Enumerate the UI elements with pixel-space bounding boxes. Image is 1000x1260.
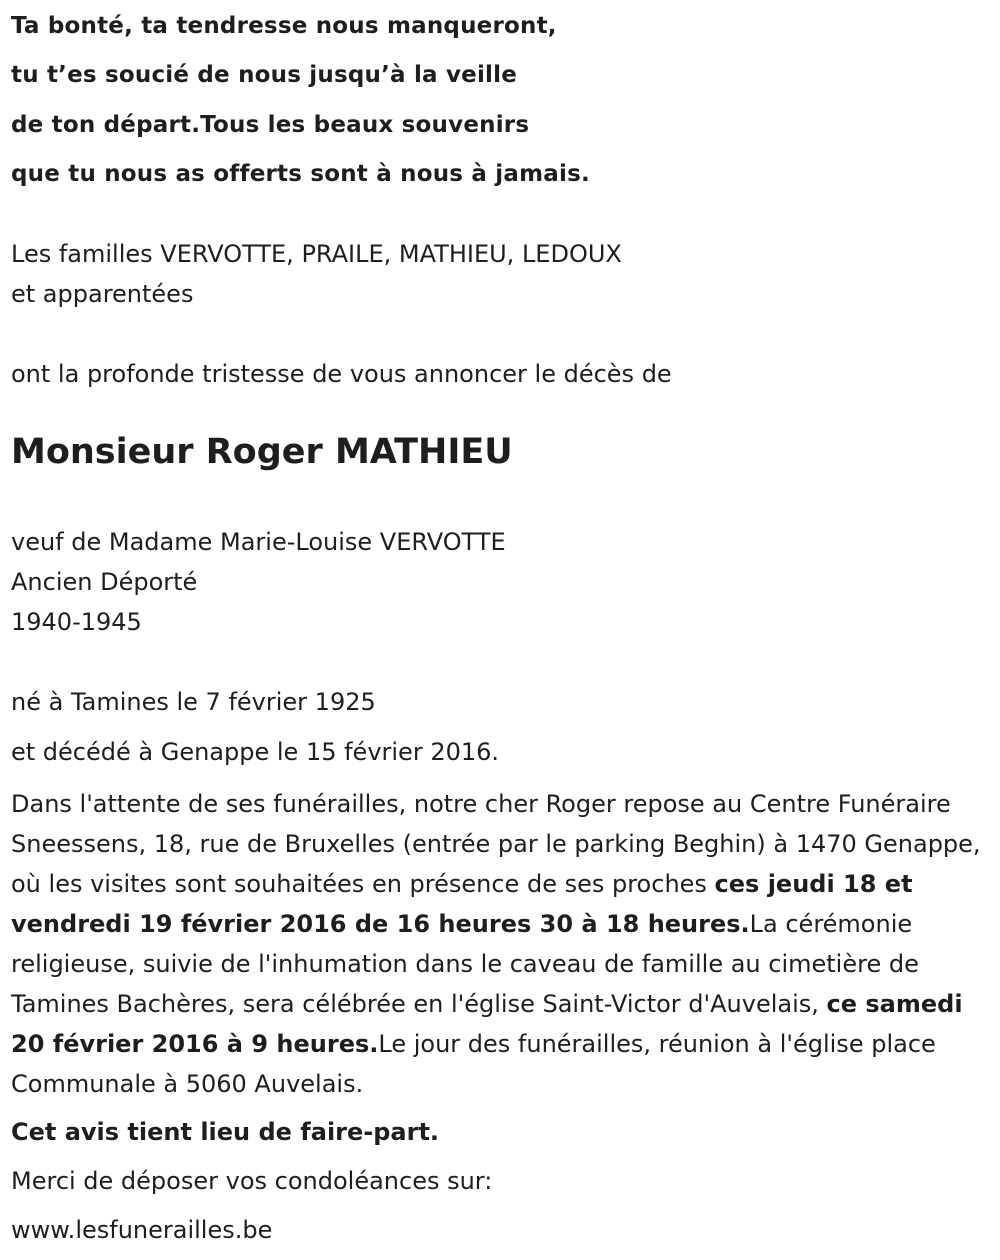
death-line: et décédé à Genappe le 15 février 2016. <box>11 738 500 766</box>
poem-line-1: Ta bonté, ta tendresse nous manqueront, <box>11 13 557 39</box>
funeral-details <box>11 784 986 1104</box>
title-line: Ancien Déporté <box>11 568 198 596</box>
condolences-url[interactable]: www.lesfunerailles.be <box>11 1216 273 1244</box>
announcement-text: ont la profonde tristesse de vous annoncer le décès de <box>11 360 672 388</box>
ceremony-date: ce samedi 20 février 2016 à 9 heures. <box>11 990 963 1058</box>
details-part-2: La cérémonie religieuse, suivie de l'inhumation dans le caveau de famille au cimetière de Tamines Bachères, sera célébrée en l'église Saint-Victor d'Auvelais, <box>11 910 919 1018</box>
condolences-label: Merci de déposer vos condoléances sur: <box>11 1167 493 1195</box>
poem-line-4: que tu nous as offerts sont à nous à jamais. <box>11 161 590 187</box>
widower-line: veuf de Madame Marie-Louise VERVOTTE <box>11 528 506 556</box>
birth-line: né à Tamines le 7 février 1925 <box>11 688 376 716</box>
poem-line-2: tu t’es soucié de nous jusqu’à la veille <box>11 62 518 88</box>
details-part-3: Le jour des funérailles, réunion à l'église place Communale à 5060 Auvelais. <box>11 1030 936 1098</box>
poem-line-3: de ton départ.Tous les beaux souvenirs <box>11 112 530 138</box>
years-line: 1940-1945 <box>11 608 142 636</box>
deceased-name: Monsieur Roger MATHIEU <box>11 432 513 472</box>
details-part-1: Dans l'attente de ses funérailles, notre cher Roger repose au Centre Funéraire Sneessens, 18, rue de Bruxelles (entrée par le parking Beghin) à 1470 Genappe, où les visites sont souhaitées en présence de ses proches <box>11 790 981 898</box>
notice-text: Cet avis tient lieu de faire-part. <box>11 1118 440 1146</box>
families-line-1: Les familles VERVOTTE, PRAILE, MATHIEU, LEDOUX <box>11 240 622 268</box>
families-line-2: et apparentées <box>11 280 194 308</box>
visit-dates: ces jeudi 18 et vendredi 19 février 2016 de 16 heures 30 à 18 heures. <box>11 870 913 938</box>
